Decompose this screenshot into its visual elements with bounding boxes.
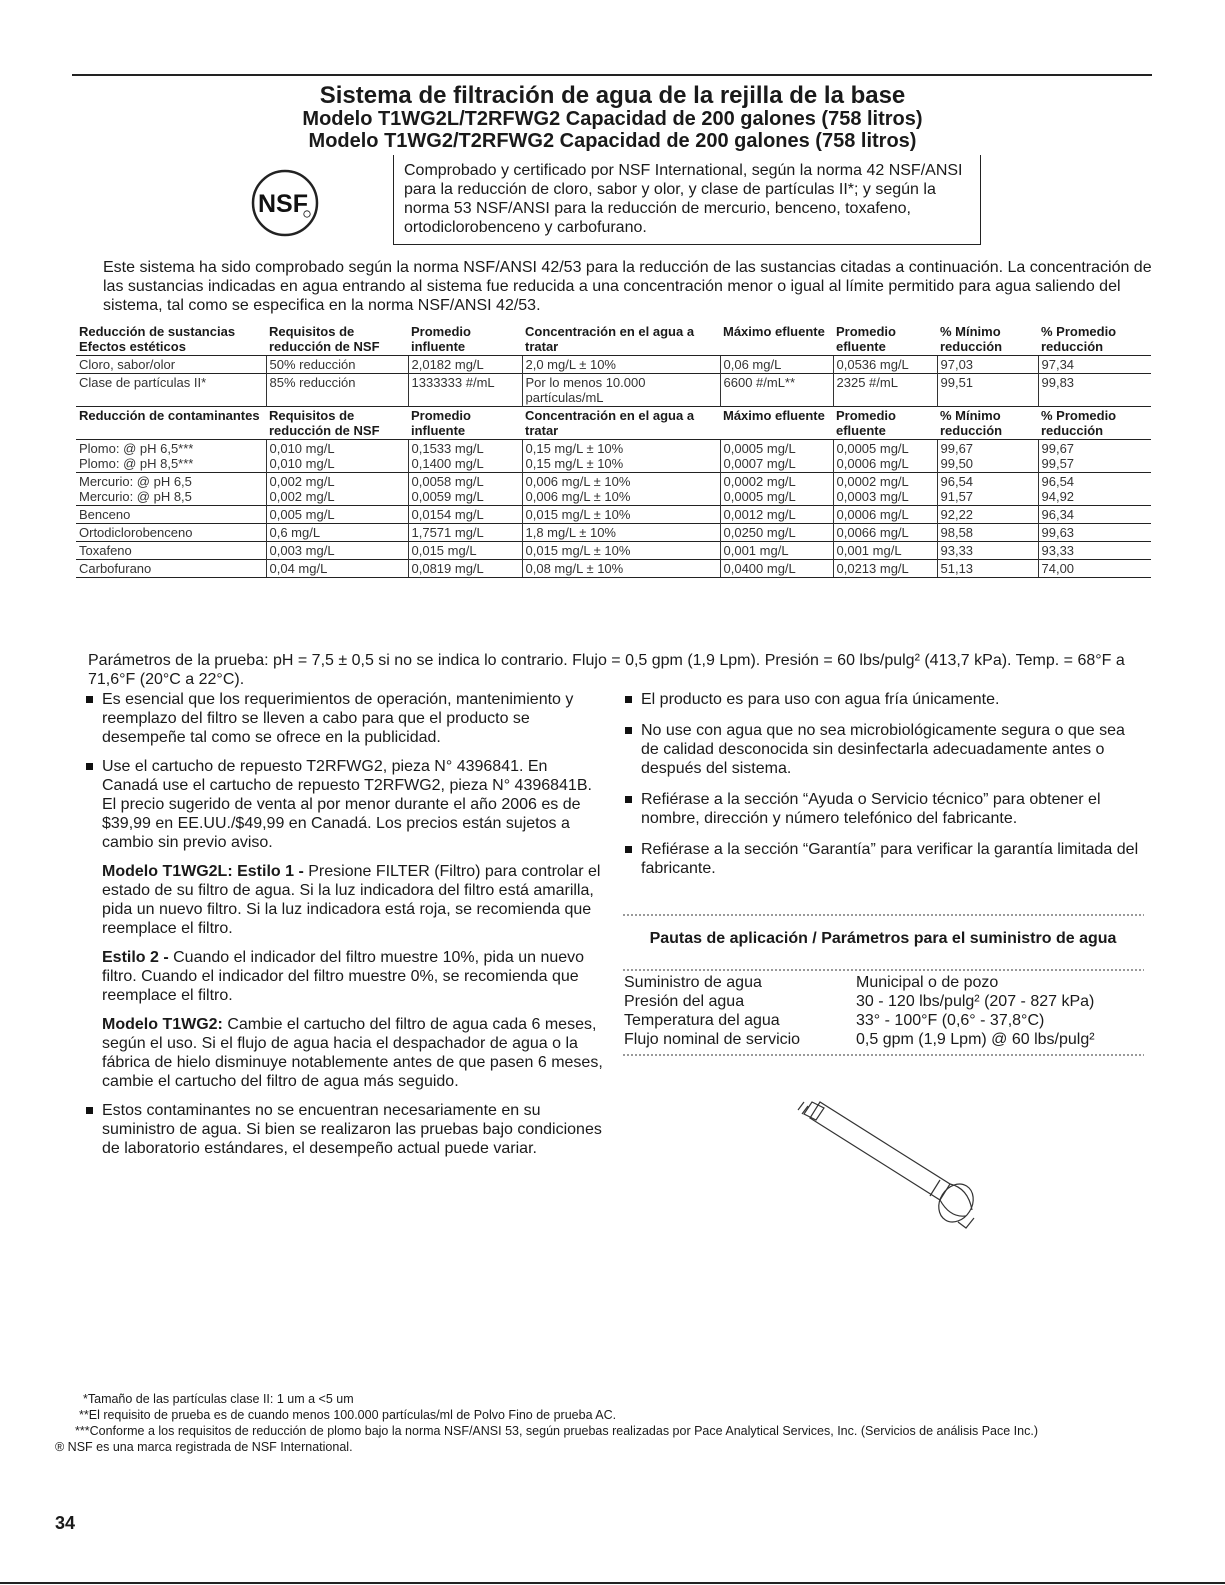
guideline-value: 33° - 100°F (0,6° - 37,8°C)	[856, 1012, 1045, 1029]
table-row	[76, 374, 1151, 407]
guideline-row	[624, 1031, 1144, 1050]
table-cell: 0,003 mg/L	[266, 542, 408, 560]
table-cell: Clase de partículas II*	[76, 374, 266, 407]
nsf-certification-box: Comprobado y certificado por NSF International, según la norma 42 NSF/ANSI para la reducción de cloro, sabor y olor, y clase de partículas II*; y según la norma 53 NSF/ANSI para la reducción de mercurio, benceno, toxafeno, ortodiclorobenceno y carbofurano.	[393, 155, 981, 245]
dotted-divider	[622, 1053, 1144, 1057]
table-cell: Requisitos de reducción de NSF	[266, 407, 408, 440]
table-cell: 98,58	[937, 524, 1038, 542]
table-cell: 2,0 mg/L ± 10%	[522, 356, 720, 374]
filter-cartridge-icon	[790, 1100, 990, 1230]
bullet-icon	[625, 796, 632, 803]
table-cell: % Mínimo reducción	[937, 407, 1038, 440]
table-cell: 50% reducción	[266, 356, 408, 374]
table-cell: 0,0002 mg/L 0,0003 mg/L	[833, 473, 937, 506]
table-cell: 0,0819 mg/L	[408, 560, 522, 578]
guideline-label: Flujo nominal de servicio	[624, 1031, 801, 1048]
table-header-row	[76, 323, 1151, 356]
table-cell: 85% reducción	[266, 374, 408, 407]
footnote: ® NSF es una marca registrada de NSF International.	[55, 1440, 353, 1454]
table-cell: 99,63	[1038, 524, 1151, 542]
table-cell: 0,010 mg/L 0,010 mg/L	[266, 440, 408, 473]
table-cell: 0,1533 mg/L 0,1400 mg/L	[408, 440, 522, 473]
table-row	[76, 506, 1151, 524]
guideline-label: Presión del agua	[624, 993, 745, 1010]
dotted-divider	[622, 913, 1144, 917]
bullet-icon	[86, 696, 93, 703]
table-cell: 0,04 mg/L	[266, 560, 408, 578]
table-cell: 0,0005 mg/L 0,0007 mg/L	[720, 440, 833, 473]
table-cell: Reducción de sustancias Efectos estéticos	[79, 324, 236, 354]
table-cell: Máximo efluente	[720, 407, 833, 440]
table-cell: 0,015 mg/L ± 10%	[522, 542, 720, 560]
table-row	[76, 542, 1151, 560]
guidelines-table	[624, 974, 1144, 1050]
guideline-row	[624, 974, 1144, 993]
table-cell: Máximo efluente	[723, 324, 825, 339]
table-cell: 0,015 mg/L	[408, 542, 522, 560]
guideline-row	[624, 993, 1144, 1012]
table-cell: 0,0002 mg/L 0,0005 mg/L	[720, 473, 833, 506]
table-cell: 96,54 94,92	[1038, 473, 1151, 506]
footnote: **El requisito de prueba es de cuando menos 100.000 partículas/ml de Polvo Fino de prueba AC.	[79, 1408, 617, 1422]
table-cell: 0,15 mg/L ± 10% 0,15 mg/L ± 10%	[522, 440, 720, 473]
model-line-1: Modelo T1WG2L/T2RFWG2 Capacidad de 200 galones (758 litros)	[302, 108, 923, 130]
table-cell: Por lo menos 10.000 partículas/mL	[522, 374, 720, 407]
model-t1wg2-paragraph: Modelo T1WG2: Cambie el cartucho del filtro de agua cada 6 meses, según el uso. Si el flujo de agua hacia el despachador de agua o la fábrica de hielo disminuye notablemente antes de que pasen 6 meses, cambie el cartucho del filtro de agua más seguido.	[102, 1016, 603, 1090]
table-cell: Concentración en el agua a tratar	[522, 407, 720, 440]
page-number: 34	[55, 1513, 76, 1533]
nsf-logo-icon	[250, 168, 320, 238]
table-cell: 0,0536 mg/L	[833, 356, 937, 374]
guideline-value: 30 - 120 lbs/pulg² (207 - 827 kPa)	[856, 993, 1095, 1010]
table-cell: 99,67 99,50	[937, 440, 1038, 473]
table-cell: Mercurio: @ pH 6,5 Mercurio: @ pH 8,5	[76, 473, 266, 506]
footnote: ***Conforme a los requisitos de reducción de plomo bajo la norma NSF/ANSI 53, según pruebas realizadas por Pace Analytical Services, Inc. (Servicios de análisis Pace Inc.)	[75, 1424, 1038, 1438]
table-cell: 99,67 99,57	[1038, 440, 1151, 473]
list-item: Estos contaminantes no se encuentran necesariamente en su suministro de agua. Si bien se realizaron las pruebas bajo condiciones de laboratorio estándares, el desempeño actual puede variar.	[86, 1101, 606, 1158]
dotted-divider	[622, 968, 1144, 972]
table-cell: Promedio influente	[408, 407, 522, 440]
table-cell: Benceno	[76, 506, 266, 524]
table-cell: 0,6 mg/L	[266, 524, 408, 542]
guideline-label: Suministro de agua	[624, 974, 762, 991]
table-cell: 0,08 mg/L ± 10%	[522, 560, 720, 578]
table-cell: % Mínimo reducción	[940, 324, 1003, 354]
table-cell: 93,33	[937, 542, 1038, 560]
table-cell: 99,51	[937, 374, 1038, 407]
table-cell: 0,005 mg/L	[266, 506, 408, 524]
guideline-label: Temperatura del agua	[624, 1012, 780, 1029]
bullet-icon	[625, 696, 632, 703]
list-item: Refiérase a la sección “Ayuda o Servicio técnico” para obtener el nombre, dirección y número telefónico del fabricante.	[625, 790, 1145, 828]
test-parameters: Parámetros de la prueba: pH = 7,5 ± 0,5 si no se indica lo contrario. Flujo = 0,5 gpm (1,9 Lpm). Presión = 60 lbs/pulg² (413,7 kPa). Temp. = 68°F a 71,6°F (20°C a 22°C).	[88, 652, 1125, 688]
table-cell: Plomo: @ pH 6,5*** Plomo: @ pH 8,5***	[76, 440, 266, 473]
guidelines-heading: Pautas de aplicación / Parámetros para el suministro de agua	[649, 930, 1117, 947]
bottom-rule	[0, 1582, 1225, 1584]
table-cell: 0,0006 mg/L	[833, 506, 937, 524]
left-column	[86, 690, 606, 1168]
top-rule	[72, 74, 1152, 76]
table-cell: % Promedio reducción	[1041, 324, 1117, 354]
table-cell: 0,0213 mg/L	[833, 560, 937, 578]
table-cell: 74,00	[1038, 560, 1151, 578]
table-cell: 0,0250 mg/L	[720, 524, 833, 542]
table-cell: 0,001 mg/L	[833, 542, 937, 560]
table-cell: 0,006 mg/L ± 10% 0,006 mg/L ± 10%	[522, 473, 720, 506]
intro-paragraph: Este sistema ha sido comprobado según la norma NSF/ANSI 42/53 para la reducción de las sustancias citadas a continuación. La concentración de las sustancias indicadas en agua entrando al sistema fue reducida a una concentración menor o igual al límite permitido para agua saliendo del sistema, tal como se especifica en la norma NSF/ANSI 42/53.	[103, 259, 1152, 314]
table-cell: 96,34	[1038, 506, 1151, 524]
table-row	[76, 440, 1151, 473]
table-cell: 1333333 #/mL	[408, 374, 522, 407]
table-cell: 1,8 mg/L ± 10%	[522, 524, 720, 542]
table-cell: Reducción de contaminantes	[76, 407, 266, 440]
table-cell: 0,0154 mg/L	[408, 506, 522, 524]
list-item: El producto es para uso con agua fría únicamente.	[625, 690, 1145, 709]
bullet-icon	[86, 763, 93, 770]
list-item: Use el cartucho de repuesto T2RFWG2, pieza N° 4396841. En Canadá use el cartucho de repuesto T2RFWG2, pieza N° 4396841B. El precio sugerido de venta al por menor durante el año 2006 es de $39,99 en EE.UU./$49,99 en Canadá. Los precios están sujetos a cambio sin previo aviso.	[86, 757, 606, 852]
table-cell: 0,06 mg/L	[720, 356, 833, 374]
table-header-row	[76, 407, 1151, 440]
table-row	[76, 473, 1151, 506]
table-cell: 51,13	[937, 560, 1038, 578]
table-cell: Promedio efluente	[836, 324, 896, 354]
table-cell: 96,54 91,57	[937, 473, 1038, 506]
bullet-icon	[625, 846, 632, 853]
table-cell: Ortodiclorobenceno	[76, 524, 266, 542]
table-cell: 97,03	[937, 356, 1038, 374]
table-cell: Toxafeno	[76, 542, 266, 560]
table-row	[76, 560, 1151, 578]
table-cell: 0,0400 mg/L	[720, 560, 833, 578]
list-item: No use con agua que no sea microbiológicamente segura o que sea de calidad desconocida sin desinfectarla adecuadamente antes o después del sistema.	[625, 721, 1145, 778]
style-2-paragraph: Estilo 2 - Cuando el indicador del filtro muestre 10%, pida un nuevo filtro. Cuando el indicador del filtro muestre 0%, se recomienda que reemplace el filtro.	[102, 949, 585, 1004]
guideline-value: Municipal o de pozo	[856, 974, 999, 991]
footnotes	[55, 1391, 1155, 1455]
table-cell: 93,33	[1038, 542, 1151, 560]
table-cell: 1,7571 mg/L	[408, 524, 522, 542]
model-t1wg2l-paragraph: Modelo T1WG2L: Estilo 1 - Presione FILTER (Filtro) para controlar el estado de su filtro de agua. Si la luz indicadora del filtro está amarilla, pida un nuevo filtro. Si la luz indicadora está roja, se recomienda que reemplace el filtro.	[102, 863, 601, 937]
guideline-value: 0,5 gpm (1,9 Lpm) @ 60 lbs/pulg²	[856, 1031, 1095, 1048]
footnote: *Tamaño de las partículas clase II: 1 um a <5 um	[83, 1392, 354, 1406]
table-cell: 0,001 mg/L	[720, 542, 833, 560]
table-cell: 92,22	[937, 506, 1038, 524]
table-cell: 0,0005 mg/L 0,0006 mg/L	[833, 440, 937, 473]
table-cell: Promedio influente	[411, 324, 471, 354]
bullet-icon	[625, 727, 632, 734]
guideline-row	[624, 1012, 1144, 1031]
table-cell: Promedio efluente	[833, 407, 937, 440]
table-row	[76, 524, 1151, 542]
table-cell: 2325 #/mL	[833, 374, 937, 407]
nsf-logo-text: NSF	[258, 190, 308, 218]
table-cell: 2,0182 mg/L	[408, 356, 522, 374]
table-cell: 0,002 mg/L 0,002 mg/L	[266, 473, 408, 506]
table-cell: 99,83	[1038, 374, 1151, 407]
model-line-2: Modelo T1WG2/T2RFWG2 Capacidad de 200 galones (758 litros)	[308, 130, 917, 152]
table-cell: % Promedio reducción	[1038, 407, 1151, 440]
table-cell: 0,015 mg/L ± 10%	[522, 506, 720, 524]
list-item: Es esencial que los requerimientos de operación, mantenimiento y reemplazo del filtro se lleven a cabo para que el producto se desempeñe tal como se ofrece en la publicidad.	[86, 690, 606, 747]
table-cell: 6600 #/mL**	[720, 374, 833, 407]
table-cell: 0,0012 mg/L	[720, 506, 833, 524]
table-cell: Cloro, sabor/olor	[76, 356, 266, 374]
right-column	[625, 690, 1145, 890]
table-cell: 0,0066 mg/L	[833, 524, 937, 542]
performance-table	[76, 323, 1151, 578]
table-cell: Requisitos de reducción de NSF	[269, 324, 380, 354]
table-cell: Concentración en el agua a tratar	[525, 324, 695, 354]
table-cell: 97,34	[1038, 356, 1151, 374]
table-cell: 0,0058 mg/L 0,0059 mg/L	[408, 473, 522, 506]
page-title: Sistema de filtración de agua de la rejilla de la base	[319, 82, 906, 109]
bullet-icon	[86, 1107, 93, 1114]
table-cell: Carbofurano	[76, 560, 266, 578]
list-item: Refiérase a la sección “Garantía” para verificar la garantía limitada del fabricante.	[625, 840, 1145, 878]
table-row	[76, 356, 1151, 374]
